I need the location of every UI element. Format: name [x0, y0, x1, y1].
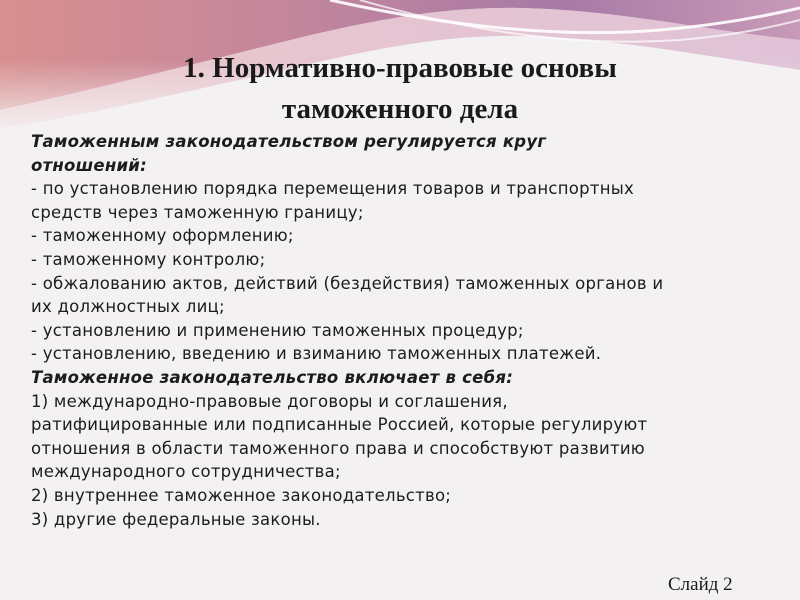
section-heading-1-line-1: Таможенным законодательством регулируется круг [31, 132, 547, 151]
slide-number: Слайд 2 [668, 574, 733, 595]
list-item: - установлению, введению и взиманию таможенных платежей. [31, 344, 602, 364]
list-item: международного сотрудничества; [31, 462, 341, 482]
list-item: - таможенному оформлению; [31, 226, 294, 246]
list-item: - обжалованию актов, действий (бездействия) таможенных органов и [31, 273, 664, 293]
slide-title [0, 48, 800, 130]
list-item: средств через таможенную границу; [31, 202, 364, 222]
list-item: ратифицированные или подписанные Россией, которые регулируют [31, 415, 648, 435]
section-heading-2: Таможенное законодательство включает в себя: [31, 367, 514, 387]
slide-title-line-1: 1. Нормативно-правовые основы [183, 52, 617, 84]
list-item: 1) международно-правовые договоры и соглашения, [31, 391, 508, 411]
section-heading-1-line-2: отношений: [31, 155, 147, 175]
list-item: - по установлению порядка перемещения товаров и транспортных [31, 179, 635, 199]
list-item: их должностных лиц; [31, 297, 225, 317]
list-item: 3) другие федеральные законы. [31, 509, 321, 529]
list-item: отношения в области таможенного права и способствуют развитию [31, 438, 645, 458]
slide-body [31, 130, 791, 531]
list-item: - установлению и применению таможенных процедур; [31, 320, 524, 340]
list-item: 2) внутреннее таможенное законодательство; [31, 485, 452, 505]
slide-title-line-2: таможенного дела [281, 93, 519, 125]
list-item: - таможенному контролю; [31, 249, 266, 269]
